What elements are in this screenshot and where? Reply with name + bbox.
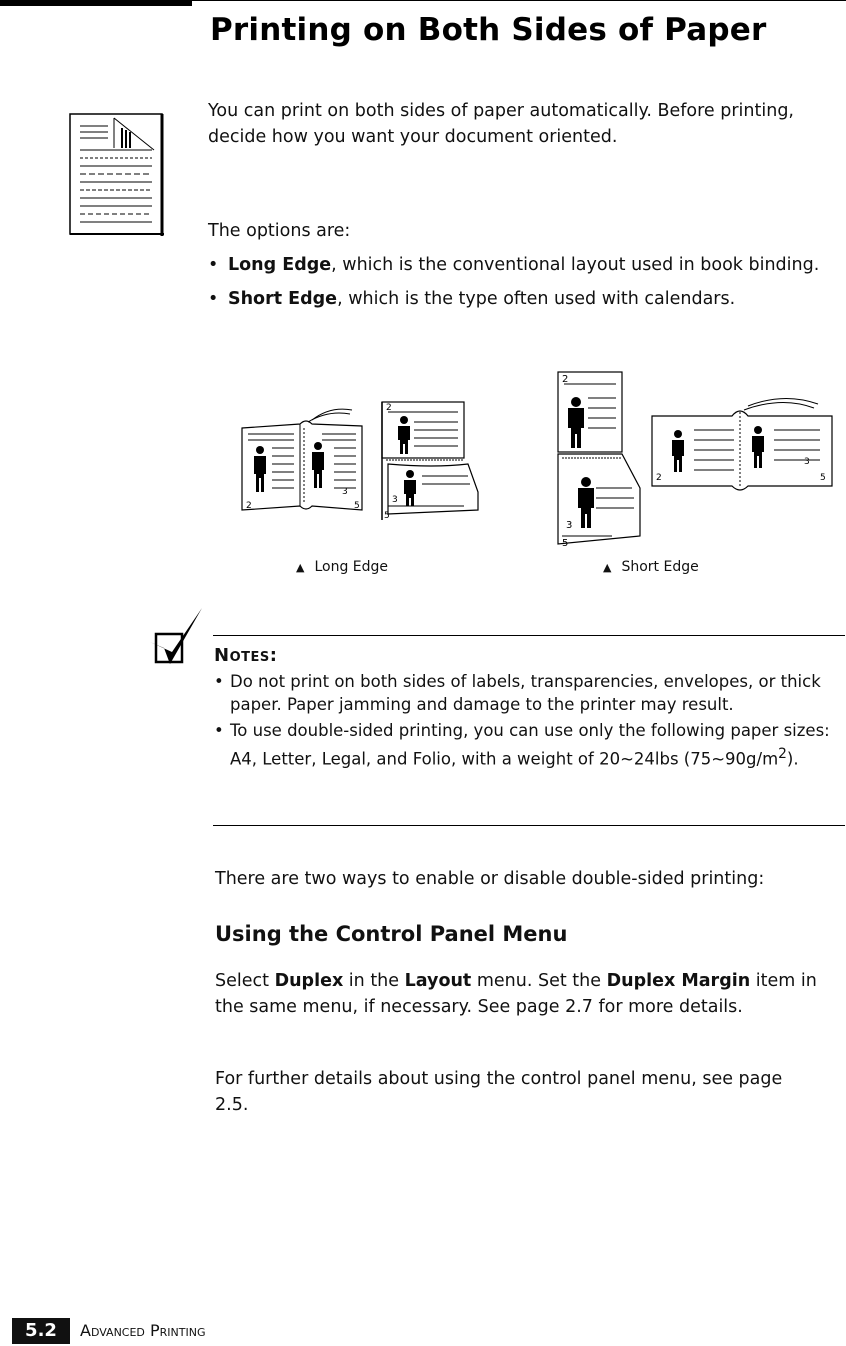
note-item	[214, 720, 834, 771]
text-run: in the	[343, 971, 405, 991]
short-edge-caption	[603, 559, 699, 575]
top-rule-thin	[192, 0, 846, 1]
text-run: menu. Set the	[471, 971, 607, 991]
long-edge-illustration	[238, 398, 488, 532]
notes-top-rule	[213, 635, 845, 636]
short-edge-illustration	[552, 368, 842, 556]
long-edge-caption	[296, 559, 388, 575]
triangle-icon: ▲	[603, 561, 612, 574]
option-term: Long Edge	[228, 255, 332, 275]
bold-term: Duplex	[274, 971, 344, 991]
option-short-edge	[208, 286, 823, 312]
section-heading: Using the Control Panel Menu	[215, 922, 568, 946]
chapter-label: Advanced Printing	[80, 1321, 206, 1340]
document-icon	[68, 110, 168, 244]
text-run: item in the same menu, if necessary. See page 2.7 for more details.	[215, 971, 817, 1017]
select-duplex-paragraph	[215, 968, 830, 1020]
page-number: 5	[354, 501, 360, 511]
further-details-paragraph: For further details about using the control panel menu, see page 2.5.	[215, 1069, 783, 1115]
caption-text: Short Edge	[621, 559, 699, 575]
option-long-edge	[208, 252, 823, 278]
page-number: 2	[656, 473, 662, 483]
notes-heading: Notes:	[214, 645, 278, 666]
text-run: Select	[215, 971, 275, 991]
page-number: 5	[820, 473, 826, 483]
bold-term: Duplex Margin	[606, 971, 751, 991]
options-label: The options are:	[208, 221, 351, 241]
top-rule-thick	[0, 0, 192, 6]
note-text: To use double-sided printing, you can use only the following paper sizes: A4, Letter, Legal, and Folio, with a weight of 20~24lbs (75~90g/m	[230, 721, 830, 768]
note-item: • Do not print on both sides of labels, transparencies, envelopes, or thick paper. Paper jamming and damage to the printer may result.	[214, 671, 834, 716]
page-number-badge: 5.2	[12, 1318, 70, 1344]
page-number: 5	[562, 538, 569, 549]
notes-list	[214, 671, 834, 775]
page-number: 3	[342, 487, 348, 497]
page-number: 3	[804, 457, 810, 467]
page-number: 5	[384, 511, 390, 521]
page-number: 2	[562, 374, 569, 385]
page-number: 2	[386, 403, 392, 413]
page-number: 3	[566, 520, 573, 531]
option-text: , which is the conventional layout used in book binding.	[331, 255, 820, 275]
option-term: Short Edge	[228, 289, 338, 309]
note-text-end: ).	[786, 749, 799, 768]
triangle-icon: ▲	[296, 561, 305, 574]
page-number: 3	[392, 495, 398, 505]
two-ways-paragraph: There are two ways to enable or disable double-sided printing:	[215, 869, 765, 889]
caption-text: Long Edge	[314, 559, 389, 575]
note-superscript: 2	[778, 745, 787, 762]
intro-paragraph: You can print on both sides of paper automatically. Before printing, decide how you want your document oriented.	[208, 101, 794, 147]
option-text: , which is the type often used with calendars.	[337, 289, 736, 309]
checkmark-icon	[146, 606, 208, 672]
page-number: 2	[246, 501, 252, 511]
options-list	[208, 252, 823, 320]
bold-term: Layout	[404, 971, 472, 991]
notes-bottom-rule	[213, 825, 845, 826]
page-title: Printing on Both Sides of Paper	[210, 12, 767, 48]
